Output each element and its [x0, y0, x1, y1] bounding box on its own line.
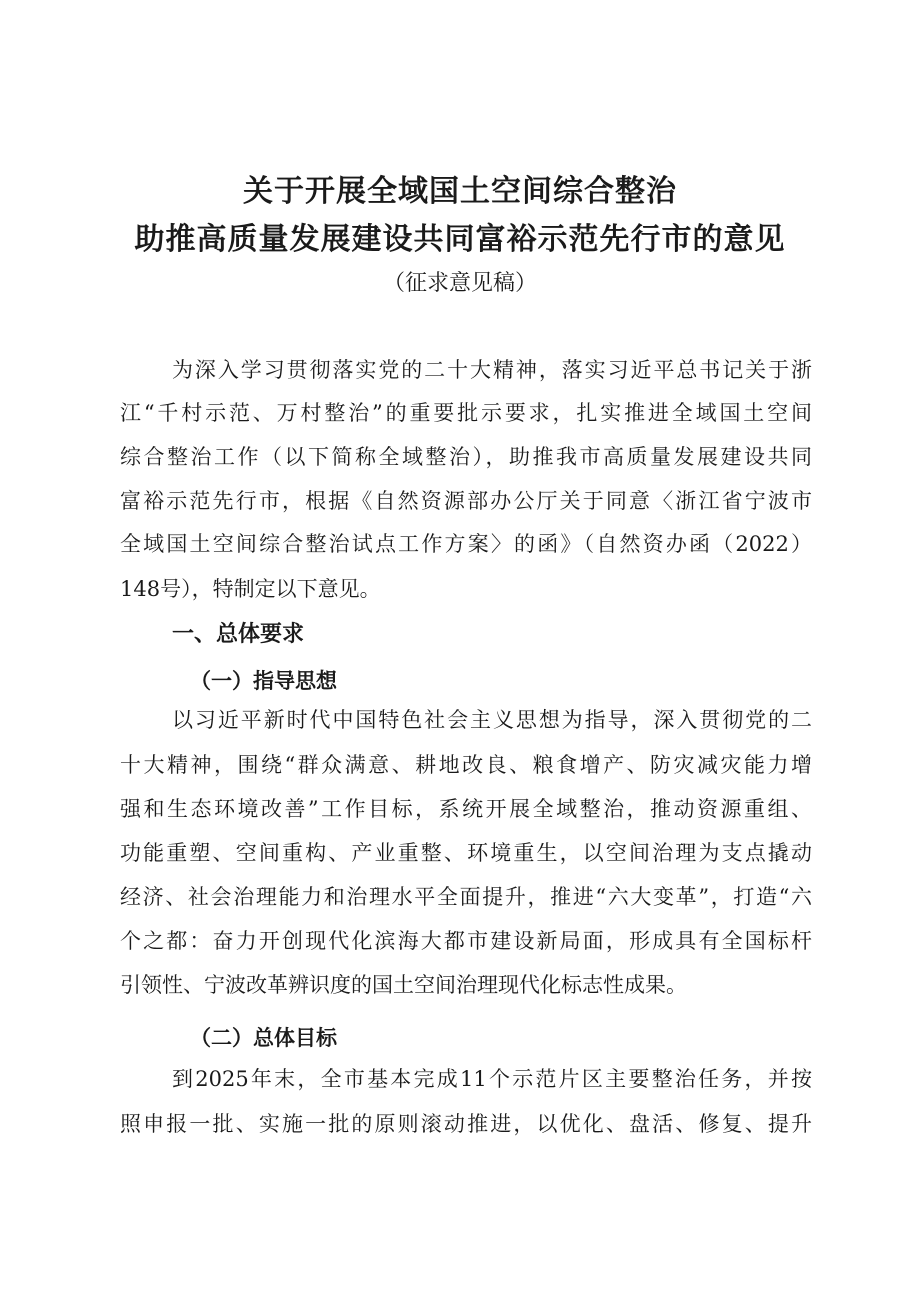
paragraph-line: 个之都：奋力开创现代化滨海大都市建设新局面，形成具有全国标杆 — [120, 929, 812, 953]
paragraph-line: 照申报一批、实施一批的原则滚动推进，以优化、盘活、修复、提升 — [120, 1112, 812, 1136]
paragraph-line: 引领性、宁波改革辨识度的国土空间治理现代化标志性成果。 — [120, 973, 687, 997]
paragraph-line: 功能重塑、空间重构、产业重整、环境重生，以空间治理为支点撬动 — [120, 841, 812, 865]
paragraph-line: 经济、社会治理能力和治理水平全面提升，推进“六大变革”，打造“六 — [120, 885, 812, 909]
intro-line: 江“千村示范、万村整治”的重要批示要求，扎实推进全域国土空间 — [120, 401, 812, 425]
subsection-heading: （一）指导思想 — [190, 668, 337, 693]
intro-line: 全域国土空间综合整治试点工作方案〉的函》（自然资办函（2022） — [120, 532, 812, 556]
paragraph-line: 到2025年末，全市基本完成11个示范片区主要整治任务，并按 — [172, 1067, 812, 1091]
paragraph-line: 十大精神，围绕“群众满意、耕地改良、粮食增产、防灾减灾能力增 — [120, 753, 812, 777]
subsection-heading: （二）总体目标 — [190, 1025, 337, 1050]
intro-line: 为深入学习贯彻落实党的二十大精神，落实习近平总书记关于浙 — [172, 358, 812, 382]
intro-line: 148号），特制定以下意见。 — [120, 577, 381, 601]
intro-line: 富裕示范先行市，根据《自然资源部办公厅关于同意〈浙江省宁波市 — [120, 489, 812, 513]
paragraph-line: 强和生态环境改善”工作目标，系统开展全域整治，推动资源重组、 — [120, 797, 812, 821]
document-subtitle: （征求意见稿） — [382, 271, 537, 296]
document-title-line-2: 助推高质量发展建设共同富裕示范先行市的意见 — [134, 222, 786, 257]
paragraph-line: 以习近平新时代中国特色社会主义思想为指导，深入贯彻党的二 — [172, 708, 812, 732]
section-heading: 一、总体要求 — [172, 622, 305, 647]
document-title-line-1: 关于开展全域国土空间综合整治 — [243, 174, 677, 209]
intro-line: 综合整治工作（以下简称全域整治），助推我市高质量发展建设共同 — [120, 445, 812, 469]
